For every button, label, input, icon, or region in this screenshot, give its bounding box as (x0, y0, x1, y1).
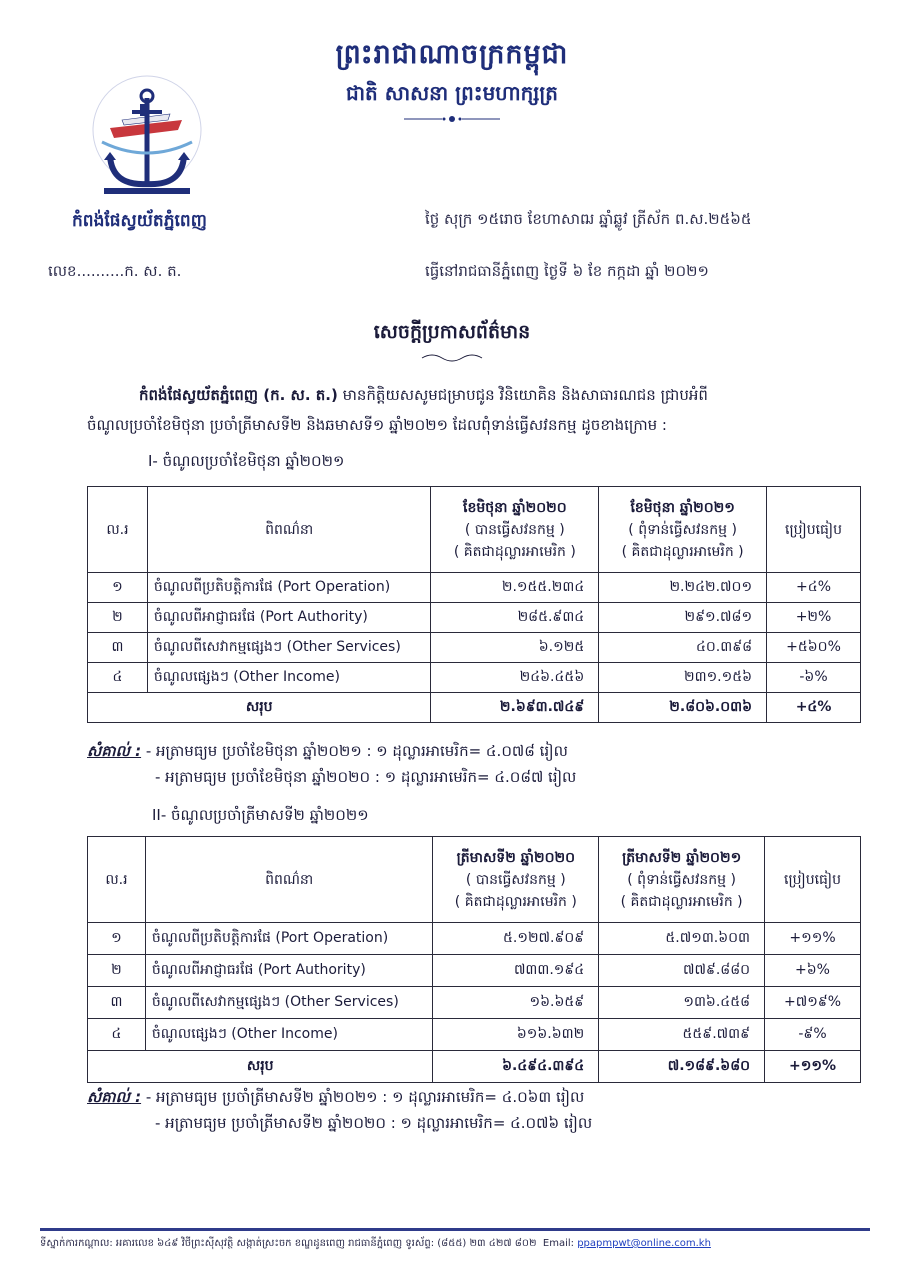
intro-text: មានកិត្តិយសសូមជម្រាបជូន វិនិយោគិន និងសាធារណជន ជ្រាបអំពី (337, 386, 708, 404)
total-value-2020: ២.៦៩៣.៧៤៩ (431, 693, 599, 723)
col-no-header: ល.រ (88, 487, 148, 573)
row-value-2021: ១៣៦.៤៥៨ (599, 987, 765, 1019)
table-row (88, 923, 861, 955)
footer-email-link[interactable]: ppapmpwt@online.com.kh (577, 1238, 711, 1249)
row-value-2020: ១៦.៦៥៩ (433, 987, 599, 1019)
table-row (88, 663, 861, 693)
row-no: ២ (88, 603, 148, 633)
col-2020-title: ខែមិថុនា ឆ្នាំ២០២០ (463, 499, 567, 516)
organization-name: កំពង់ផែស្វយ័តភ្នំពេញ (72, 211, 207, 231)
total-value-2021: ២.៨០៦.០៣៦ (599, 693, 767, 723)
revenue-table-q2 (87, 836, 861, 1083)
section2-heading: II- ចំណូលប្រចាំត្រីមាសទី២ ឆ្នាំ២០២១ (152, 806, 369, 824)
row-compare: +៥៦០% (767, 633, 861, 663)
col-2021-header (599, 837, 765, 923)
table-row (88, 1019, 861, 1051)
row-compare: +២% (767, 603, 861, 633)
col-2020-header (433, 837, 599, 923)
port-logo-icon (82, 68, 212, 203)
total-compare: +១១% (765, 1051, 861, 1083)
row-value-2021: ៤០.៣៩៨ (599, 633, 767, 663)
table-total-row (88, 693, 861, 723)
section1-notes (87, 738, 576, 790)
row-no: ២ (88, 955, 146, 987)
national-motto: ជាតិ សាសនា ព្រះមហាក្សត្រ (346, 81, 558, 105)
col-2021-unit: ( គិតជាដុល្លារអាមេរិក ) (621, 543, 744, 560)
row-desc: ចំណូលពីសេវាកម្មផ្សេងៗ (Other Services) (147, 633, 431, 663)
col-no-header: ល.រ (88, 837, 146, 923)
revenue-table-june (87, 486, 861, 723)
document-title: សេចក្តីប្រកាសព័ត៌មាន (373, 321, 531, 343)
row-no: ៣ (88, 987, 146, 1019)
row-value-2020: ៧៣៣.១៩៤ (433, 955, 599, 987)
intro-org: កំពង់ផែស្វយ័តភ្នំពេញ (ក. ស. ត.) (139, 386, 338, 404)
table-row (88, 955, 861, 987)
table-header-row (88, 487, 861, 573)
row-compare: +៦% (765, 955, 861, 987)
intro-paragraph (87, 380, 877, 440)
row-compare: +១១% (765, 923, 861, 955)
table-row (88, 633, 861, 663)
col-compare-header: ប្រៀបធៀប (765, 837, 861, 923)
row-desc: ចំណូលពីប្រតិបត្តិការផែ (Port Operation) (145, 923, 432, 955)
ornament-divider-icon (402, 112, 502, 126)
row-value-2020: ២៨៥.៩៣៤ (431, 603, 599, 633)
table-row (88, 987, 861, 1019)
col-desc-header: ពិពណ៌នា (145, 837, 432, 923)
note-label: សំគាល់ : (87, 742, 142, 760)
footer-address-text: ទីស្នាក់ការកណ្តាល: អគារលេខ ៦៤៩ វិថីព្រះស៊ីសុវត្ថិ សង្កាត់ស្រះចក ខណ្ឌដូនពេញ រាជធានីភ្នំពេញ ទូរស័ព្ទ: (៨៥៥) ២៣ ៤២៧ ៨០២ (40, 1238, 537, 1249)
row-value-2021: ២៩១.៧៨១ (599, 603, 767, 633)
footer-address (40, 1236, 870, 1251)
total-label: សរុប (88, 693, 431, 723)
row-desc: ចំណូលផ្សេងៗ (Other Income) (145, 1019, 432, 1051)
note-label: សំគាល់ : (87, 1088, 142, 1106)
col-2021-header (599, 487, 767, 573)
row-compare: +៧១៩% (765, 987, 861, 1019)
col-2020-audit: ( បានធ្វើសវនកម្ម ) (465, 871, 566, 888)
total-value-2021: ៧.១៨៩.៦៨០ (599, 1051, 765, 1083)
col-2021-title: ខែមិថុនា ឆ្នាំ២០២១ (630, 499, 735, 516)
row-no: ៣ (88, 633, 148, 663)
row-desc: ចំណូលពីសេវាកម្មផ្សេងៗ (Other Services) (145, 987, 432, 1019)
total-compare: +៤% (767, 693, 861, 723)
kingdom-title: ព្រះរាជាណាចក្រកម្ពុជា (335, 39, 569, 70)
row-value-2021: ២៣១.១៥៦ (599, 663, 767, 693)
col-2021-title: ត្រីមាសទី២ ឆ្នាំ២០២១ (622, 849, 742, 866)
section1-heading: I- ចំណូលប្រចាំខែមិថុនា ឆ្នាំ២០២១ (148, 452, 345, 470)
row-value-2021: ៥.៧១៣.៦០៣ (599, 923, 765, 955)
total-value-2020: ៦.៤៩៤.៣៩៤ (433, 1051, 599, 1083)
row-value-2020: ៥.១២៧.៩០៩ (433, 923, 599, 955)
row-desc: ចំណូលពីប្រតិបត្តិការផែ (Port Operation) (147, 573, 431, 603)
col-desc-header: ពិពណ៌នា (147, 487, 431, 573)
row-value-2021: ៥៥៩.៧៣៩ (599, 1019, 765, 1051)
row-desc: ចំណូលពីអាជ្ញាធរផែ (Port Authority) (145, 955, 432, 987)
row-compare: -៦% (767, 663, 861, 693)
title-ornament-icon (417, 352, 487, 364)
row-desc: ចំណូលពីអាជ្ញាធរផែ (Port Authority) (147, 603, 431, 633)
row-compare: -៩% (765, 1019, 861, 1051)
table-row (88, 603, 861, 633)
lunar-date: ថ្ងៃ សុក្រ ១៥រោច ខែហាសាឍ ឆ្នាំឆ្លូវ ត្រីស័ក ព.ស.២៥៦៥ (425, 210, 752, 228)
intro-text-line2: ចំណូលប្រចាំខែមិថុនា ប្រចាំត្រីមាសទី២ និងឆមាសទី១ ឆ្នាំ២០២១ ដែលពុំទាន់ធ្វើសវនកម្ម ដូចខាងក្រោម : (87, 416, 667, 434)
note-rate-q2-2021: - អត្រាមធ្យម ប្រចាំត្រីមាសទី២ ឆ្នាំ២០២១ : ១ ដុល្លារអាមេរិក= ៤.០៦៣ រៀល (141, 1088, 585, 1106)
col-2021-audit: ( ពុំទាន់ធ្វើសវនកម្ម ) (627, 871, 736, 888)
row-desc: ចំណូលផ្សេងៗ (Other Income) (147, 663, 431, 693)
row-value-2020: ២៤៦.៤៥៦ (431, 663, 599, 693)
issue-date: ធ្វើនៅរាជធានីភ្នំពេញ ថ្ងៃទី ៦ ខែ កក្កដា ឆ្នាំ ២០២១ (425, 262, 709, 280)
row-no: ៤ (88, 663, 148, 693)
row-value-2021: ២.២៤២.៧០១ (599, 573, 767, 603)
table-header-row (88, 837, 861, 923)
total-label: សរុប (88, 1051, 433, 1083)
note-rate-2021: - អត្រាមធ្យម ប្រចាំខែមិថុនា ឆ្នាំ២០២១ : ១ ដុល្លារអាមេរិក= ៤.០៧៨ រៀល (141, 742, 568, 760)
table-total-row (88, 1051, 861, 1083)
row-value-2021: ៧៧៩.៨៨០ (599, 955, 765, 987)
footer-email-label: Email: (542, 1238, 575, 1249)
col-2020-title: ត្រីមាសទី២ ឆ្នាំ២០២០ (456, 849, 576, 866)
col-2020-unit: ( គិតជាដុល្លារអាមេរិក ) (454, 893, 577, 910)
row-value-2020: ៦.១២៥ (431, 633, 599, 663)
footer-divider (40, 1228, 870, 1231)
row-no: ៤ (88, 1019, 146, 1051)
row-value-2020: ២.១៥៥.២៣៤ (431, 573, 599, 603)
row-value-2020: ៦១៦.៦៣២ (433, 1019, 599, 1051)
table-row (88, 573, 861, 603)
col-2020-header (431, 487, 599, 573)
note-rate-q2-2020: - អត្រាមធ្យម ប្រចាំត្រីមាសទី២ ឆ្នាំ២០២០ : ១ ដុល្លារអាមេរិក= ៤.០៧៦ រៀល (155, 1114, 593, 1132)
row-no: ១ (88, 923, 146, 955)
col-compare-header: ប្រៀបធៀប (767, 487, 861, 573)
col-2020-unit: ( គិតជាដុល្លារអាមេរិក ) (453, 543, 576, 560)
row-compare: +៤% (767, 573, 861, 603)
row-no: ១ (88, 573, 148, 603)
reference-number: លេខ..........ក. ស. ត. (48, 262, 182, 280)
col-2021-unit: ( គិតជាដុល្លារអាមេរិក ) (620, 893, 743, 910)
col-2021-audit: ( ពុំទាន់ធ្វើសវនកម្ម ) (628, 521, 737, 538)
note-rate-2020: - អត្រាមធ្យម ប្រចាំខែមិថុនា ឆ្នាំ២០២០ : ១ ដុល្លារអាមេរិក= ៤.០៨៧ រៀល (155, 768, 577, 786)
col-2020-audit: ( បានធ្វើសវនកម្ម ) (464, 521, 565, 538)
section2-notes (87, 1084, 592, 1136)
